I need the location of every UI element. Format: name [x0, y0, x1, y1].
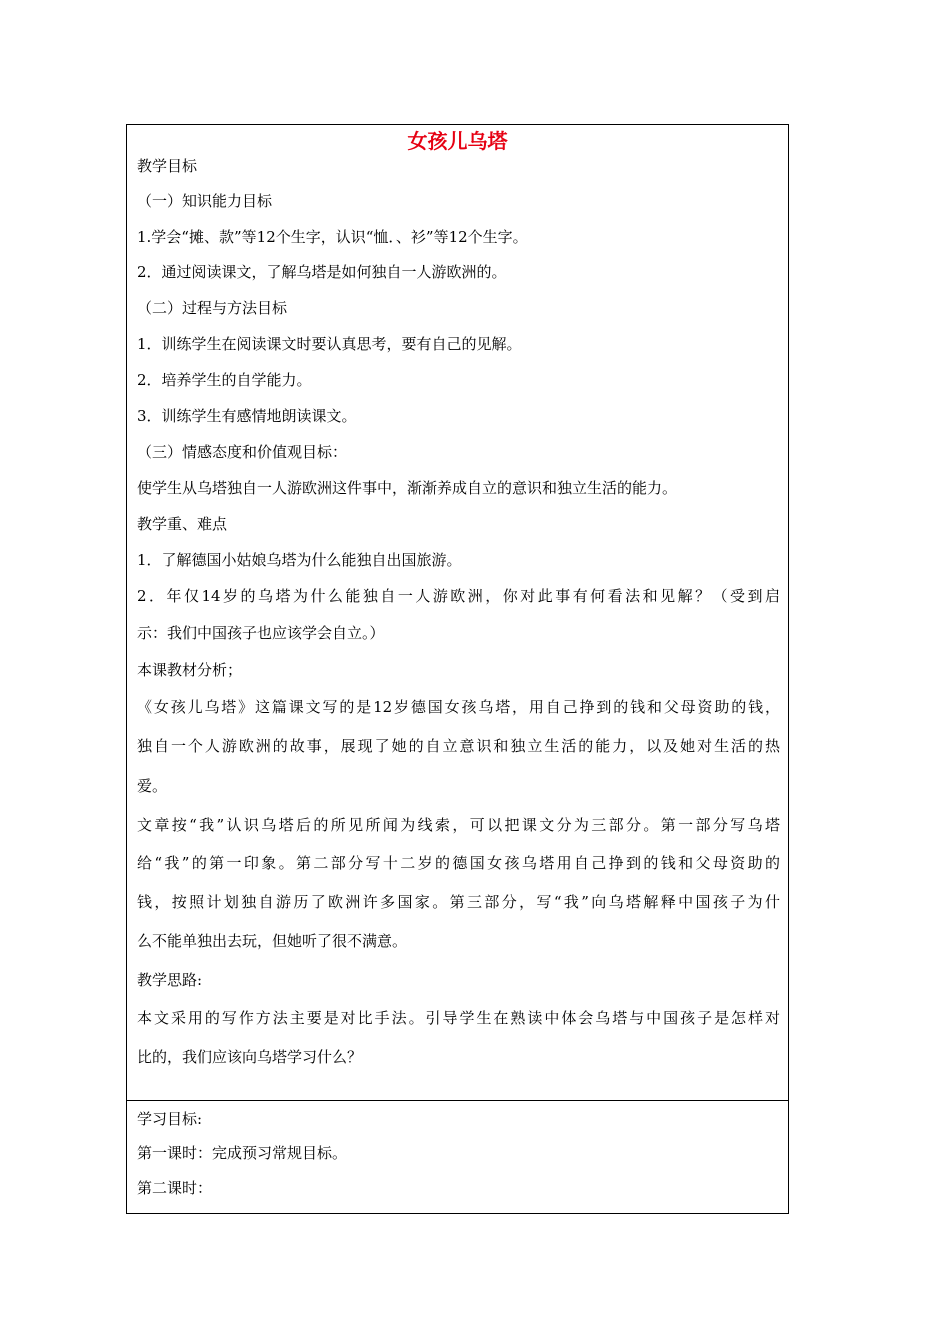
text-line: 么不能单独出去玩，但她听了很不满意。: [137, 932, 408, 950]
text-line: 第二课时：: [137, 1179, 213, 1197]
text-line: 给“我”的第一印象。第二部分写十二岁的德国女孩乌塔用自己挣到的钱和父母资助的: [137, 854, 780, 872]
text-line: 2．年仅14岁的乌塔为什么能独自一人游欧洲，你对此事有何看法和见解？（受到启: [137, 587, 780, 605]
text-line: 文章按“我”认识乌塔后的所见所闻为线索，可以把课文分为三部分。第一部分写乌塔: [137, 816, 780, 834]
document-title: 女孩儿乌塔: [407, 129, 508, 153]
text-line: 1．了解德国小姑娘乌塔为什么能独自出国旅游。: [137, 551, 462, 569]
text-line: 《女孩儿乌塔》这篇课文写的是12岁德国女孩乌塔，用自己挣到的钱和父母资助的钱，: [137, 698, 780, 716]
text-line: 2．通过阅读课文，了解乌塔是如何独自一人游欧洲的。: [137, 263, 507, 281]
text-line: 3．训练学生有感情地朗读课文。: [137, 407, 357, 425]
text-line: 教学目标: [137, 157, 198, 175]
text-line: 本文采用的写作方法主要是对比手法。引导学生在熟读中体会乌塔与中国孩子是怎样对: [137, 1009, 780, 1027]
lesson-plan-cell: [127, 125, 788, 1100]
text-line: 独自一个人游欧洲的故事，展现了她的自立意识和独立生活的能力，以及她对生活的热: [137, 737, 780, 755]
text-line: 教学重、难点: [137, 515, 228, 533]
text-line: 钱，按照计划独自游历了欧洲许多国家。第三部分，写“我”向乌塔解释中国孩子为什: [137, 893, 780, 911]
text-line: （一）知识能力目标: [137, 192, 273, 210]
text-line: 1.学会“摊、款”等12个生字，认识“恤．、衫”等12个生字。: [137, 228, 528, 246]
text-line: 比的，我们应该向乌塔学习什么？: [137, 1048, 363, 1066]
text-line: （二）过程与方法目标: [137, 299, 288, 317]
text-line: 第一课时：完成预习常规目标。: [137, 1144, 348, 1162]
text-line: 示：我们中国孩子也应该学会自立。）: [137, 624, 385, 642]
lesson-table: [126, 124, 789, 1214]
text-line: 1．训练学生在阅读课文时要认真思考，要有自己的见解。: [137, 335, 522, 353]
learning-goals-cell: [127, 1101, 788, 1213]
text-line: 教学思路:: [137, 971, 203, 989]
text-line: （三）情感态度和价值观目标：: [137, 443, 348, 461]
text-line: 本课教材分析；: [137, 661, 243, 679]
text-line: 2．培养学生的自学能力。: [137, 371, 312, 389]
text-line: 学习目标:: [137, 1110, 203, 1128]
text-line: 爱。: [137, 777, 168, 795]
text-line: 使学生从乌塔独自一人游欧洲这件事中，渐渐养成自立的意识和独立生活的能力。: [137, 479, 678, 497]
